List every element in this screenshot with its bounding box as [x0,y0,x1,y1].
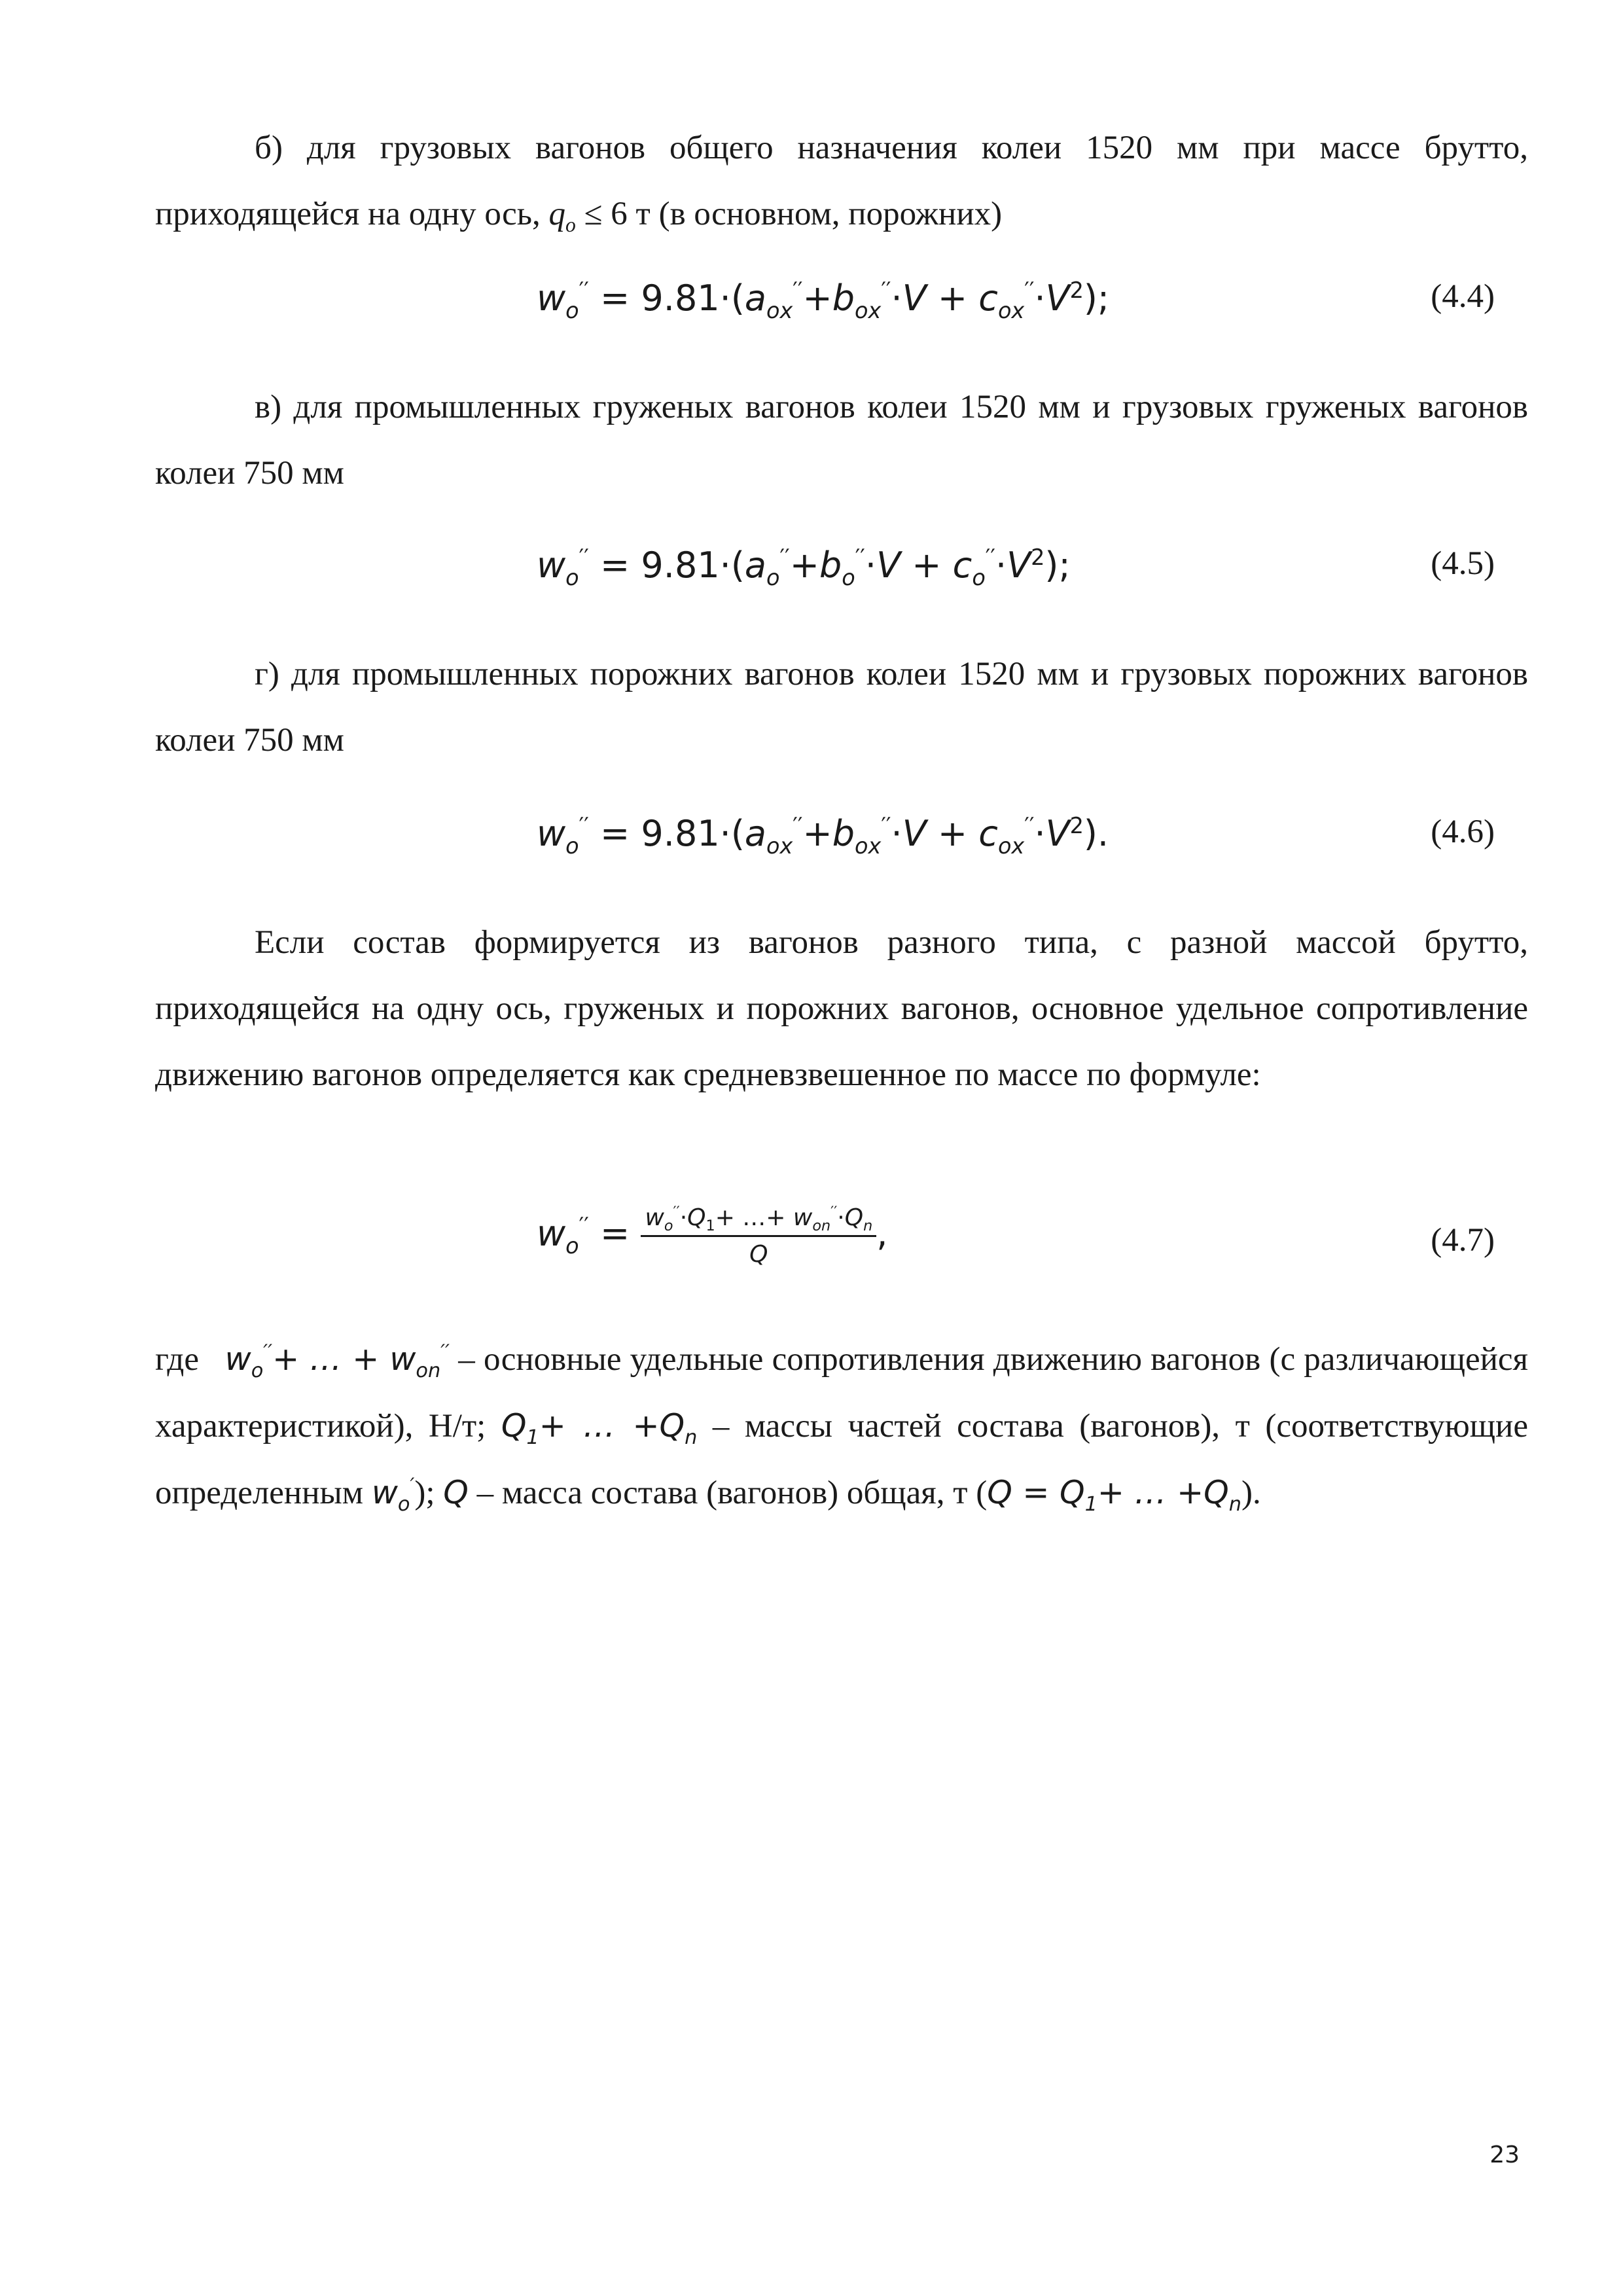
paragraph-b-line2b: ≤ 6 т (в основном, порожних) [575,196,1003,232]
paragraph-v: в) для промышленных груженых вагонов колеи 1520 мм и грузовых груженых вагонов колеи 750 мм [155,389,1528,492]
q-subscript: o [565,213,576,237]
where-q: Q [443,1474,469,1511]
equation-4-6-number: (4.6) [1431,814,1495,850]
where-q-total: $Q = Q_1+$ … $+Q_n$ [987,1474,1242,1516]
fraction: $\frac{w_o''\cdot Q_1+ \dots+ w_{on}''\cdot Q_n}{Q}$ [641,1204,876,1268]
page-number: 23 [1489,2142,1520,2168]
paragraph-b-line1: б) для грузовых вагонов общего назначения колеи 1520 мм при массе брутто, [255,130,1528,166]
equation-4-6 [0,800,1623,878]
where-text-5: ). [1241,1475,1261,1511]
where-word: где [155,1341,199,1378]
where-text-3: ); [414,1475,444,1511]
q-symbol: q [548,196,565,232]
equation-4-7-number: (4.7) [1431,1222,1495,1259]
paragraph-g: г) для промышленных порожних вагонов колеи 1520 мм и грузовых порожних вагонов колеи 750 мм [155,656,1528,759]
equation-4-4 [0,264,1623,343]
equation-4-5 [0,531,1623,610]
equation-4-4-expression: $w_o'' = 9.81\cdot(a_{ox}''+b_{ox}''\cdot V + c_{ox}''\cdot V^2)$; [537,278,1110,323]
equation-4-7 [0,1198,1623,1296]
equation-4-4-number: (4.4) [1431,278,1495,315]
where-text-1: – основные удельные сопротивления движению вагонов (с различающейся характеристикой), Н/т; [155,1341,1528,1444]
where-text-2: – массы частей состава (вагонов), т (соответствующие определенным [155,1408,1528,1511]
where-text-4: – масса состава (вагонов) общая, т ( [468,1475,988,1511]
paragraph-where [155,1326,1528,1526]
paragraph-weighted: Если состав формируется из вагонов разного типа, с разной массой брутто, приходящейся на одну ось, груженых и порожних вагонов, основное удельное сопротивление движению вагонов определяется как средневзвешенное по массе по формуле: [155,924,1528,1093]
where-w-prime: $w_o'$ [371,1474,415,1516]
equation-4-5-number: (4.5) [1431,545,1495,582]
where-w-sum: $w_o''+$ … + $w_{on}''$ [224,1340,450,1382]
where-q-sum: $Q_1+$ … $+Q_n$ [501,1407,698,1449]
equation-4-5-expression: $w_o'' = 9.81\cdot(a_o''+b_o''\cdot V + c_o''\cdot V^2)$; [537,545,1071,590]
equation-4-6-expression: $w_o'' = 9.81\cdot(a_{ox}''+b_{ox}''\cdot V + c_{ox}''\cdot V^2)$. [537,813,1109,859]
equation-4-7-expression: $w_o''$ = $\frac{w_o''\cdot Q_1+ \dots+ w_{on}''\cdot Q_n}{Q}$ , [537,1204,888,1268]
paragraph-b-line2a: приходящейся на одну ось, [155,196,549,232]
paragraph-b [155,115,1528,247]
